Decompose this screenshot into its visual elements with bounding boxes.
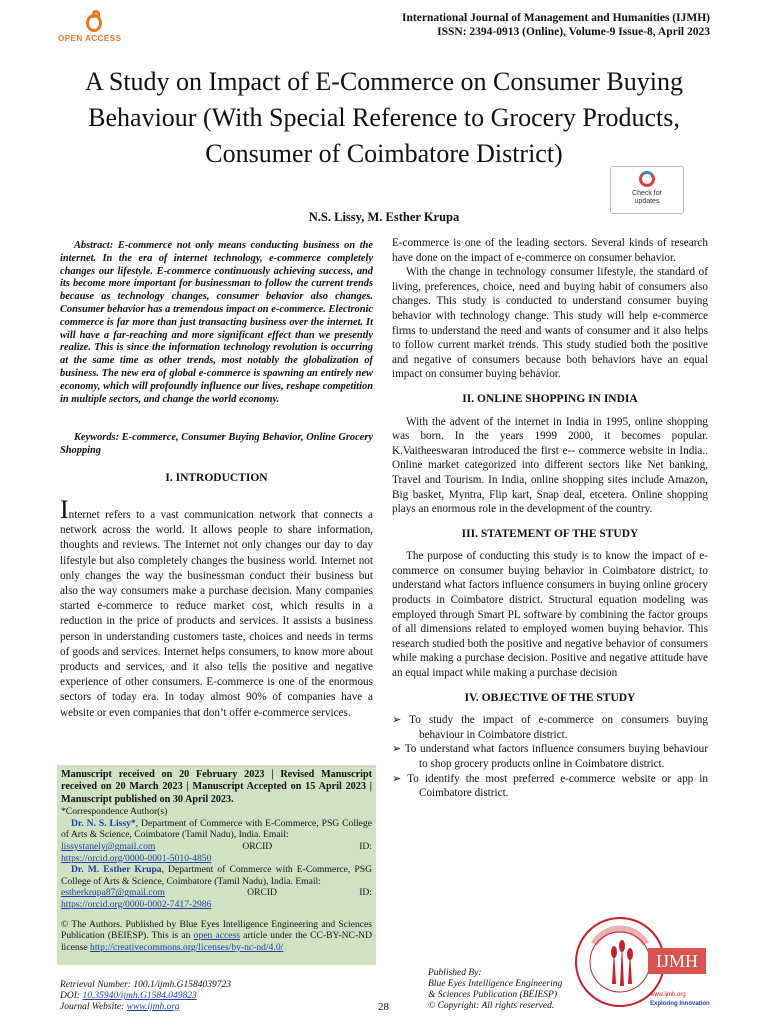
author2-orcid-label: ORCID: [247, 887, 277, 899]
paper-title: A Study on Impact of E-Commerce on Consumer Buying Behaviour (With Special Reference to Grocery Products, Consumer of Coimbatore District): [85, 67, 683, 168]
author1-id-label: ID:: [359, 841, 372, 852]
license-text: [61, 919, 372, 954]
section-heading-introduction: I. INTRODUCTION: [165, 472, 268, 484]
drop-cap: I: [60, 495, 69, 524]
website-label: Journal Website:: [60, 1002, 127, 1012]
journal-name: International Journal of Management and Humanities (IJMH): [402, 12, 710, 24]
author2-id-label: ID:: [359, 887, 372, 899]
doi-link[interactable]: 10.35940/ijmh.G1584.049823: [82, 991, 197, 1001]
seal-tagline: Exploring Innovation: [650, 1001, 710, 1007]
introduction-text: [60, 495, 373, 721]
author1-orcid-link[interactable]: https://orcid.org/0000-0001-5010-4850: [61, 852, 212, 864]
ijmh-seal-logo: [572, 914, 710, 1010]
check-for-updates-badge[interactable]: [610, 166, 684, 214]
keywords-label: Keywords: [74, 432, 116, 443]
check-updates-label: Check for updates: [632, 190, 662, 205]
journal-issn: ISSN: 2394-0913 (Online), Volume-9 Issue-8, April 2023: [437, 26, 710, 38]
open-access-link[interactable]: open access: [193, 930, 240, 942]
objectives-list: [392, 713, 708, 801]
list-item: ➢ To study the impact of e-commerce on consumers buying behaviour in Coimbatore district.: [392, 714, 708, 741]
footer-info: [60, 980, 231, 1013]
correspondence-label: *Correspondence Author(s): [61, 806, 168, 818]
right-column: [392, 236, 708, 801]
list-item: ➢ To understand what factors influence consumers buying behaviour to shop grocery products online in Coimbatore district.: [392, 743, 708, 770]
publisher-name-2: & Sciences Publication (BEIESP): [428, 990, 557, 1000]
manuscript-info-box: [57, 765, 376, 965]
retrieval-number: Retrieval Number: 100.1/ijmh.G1584039723: [60, 980, 231, 990]
section-heading-statement: III. STATEMENT OF THE STUDY: [461, 527, 639, 540]
published-by: Published By:: [428, 968, 482, 978]
page-number: 28: [378, 1001, 389, 1013]
seal-site: www.ijmh.org: [650, 992, 686, 998]
author1-name: Dr. N. S. Lissy*: [71, 817, 136, 829]
abstract-text: E-commerce not only means conducting business on the internet. In the era of internet technology, e-commerce completely changes our lifestyle. E-commerce continuously achieving success, and its become more important for businessman to follow the current trends because as technology changes, consumer behavior also changes. Consumer behavior has a tremendous impact on e-commerce. Electronic commerce is far more than just transacting business over the internet. It will have a far-reaching and more significant effect than we presently realize. This is since the information technology revolution is occurring at the same time as other trends, most notably the globalization of business. The new era of global e-commerce is spawning an entirely new economy, which will profoundly influence our lives, reshape competition in multiple sectors, and change the world economy.: [60, 240, 373, 405]
list-item: ➢ To identify the most preferred e-commerce website or app in Coimbatore district.: [392, 772, 708, 800]
author2-orcid-link[interactable]: https://orcid.org/0000-0002-7417-2986: [61, 898, 212, 910]
author2-email-link[interactable]: estherkrupa87@gmail.com: [61, 887, 165, 899]
online-shopping-paragraph: With the advent of the internet in India in 1995, online shopping was born. In the years 1999 2000, it becomes popular. K.Vaitheeswaran introduced the first e-- commerce website in India.. Online market categorized into different sectors like Net banking, Travel and Tourism. In India, online shopping sites include Amazon, Big basket, Myntra, Flip kart, Snap deal, etcetera. Online shopping plays an enormous role in the development of the country.: [392, 415, 708, 516]
license-middle: article under the CC-BY-NC-ND license: [61, 930, 372, 953]
crossmark-icon: [639, 171, 655, 187]
open-access-label: OPEN ACCESS: [58, 34, 122, 43]
author1-info: [61, 818, 372, 864]
authors: N.S. Lissy, M. Esther Krupa: [308, 210, 460, 224]
keywords-text: E-commerce, Consumer Buying Behavior, Online Grocery Shopping: [60, 432, 373, 456]
intro-paragraph-2: With the change in technology consumer lifestyle, the standard of living, preferences, choice, need and buying habit of consumers also changes. This study is conducted to understand consumer buying behavior with technology change. This study will help e-commerce firms to understand the need and wants of consumer and it also helps to follow current market trends. This study studied both the positive and negative of consumers because both behaviors have an equal impact on consumer buying behavior.: [392, 266, 708, 381]
seal-acronym: IJMH: [655, 951, 699, 971]
introduction-paragraph: nternet refers to a vast communication network that connects a network across the world. It allows people to share information, thoughts and reviews. The Internet not only changes our day to day lifestyle but also completely changes the business world. Internet not only changes the way the businessman conduct their business but also the way consumers make a purchase decision. Many companies started e-commerce to reduce market cost, which results in a reduction in the price of products and services. It assists a business person in understanding customers taste, choices and needs in terms of goods and services. Internet helps consumers, to know more about products and services, and it also tells the positive and negative experience of other consumers. E-commerce is one of the enormous sectors of today era. In today almost 90% of companies have a website or even companies that don’t offer e-commerce services.: [60, 509, 373, 719]
copyright: © Copyright: All rights reserved.: [428, 1001, 555, 1011]
open-lock-icon: [86, 14, 102, 32]
manuscript-dates: Manuscript received on 20 February 2023 | Revised Manuscript received on 20 March 2023 | Manuscript Accepted on 15 April 2023 | Manuscript published on 30 April 2023.: [61, 769, 372, 805]
publisher-info: [428, 968, 562, 1012]
author2-info: [61, 864, 372, 910]
section-heading-objective: IV. OBJECTIVE OF THE STUDY: [464, 691, 636, 704]
statement-paragraph: The purpose of conducting this study is to know the impact of e-commerce on consumer buying behavior in Coimbatore district, to understand what factors influence consumers in buying online grocery products in Coimbatore district. Structural equation modeling was employed through Smart PL software by combining the factor groups of all dimensions related to employed women buying behavior. This research studied both the positive and negative behavior of consumers while making a purchase decision. Positive and negative attitude have an equal impact while making a purchase decision: [392, 550, 708, 680]
section-heading-online-shopping: II. ONLINE SHOPPING IN INDIA: [462, 392, 638, 405]
author1-orcid-label: ORCID: [242, 841, 273, 852]
author2-name: Dr. M. Esther Krupa: [71, 864, 162, 876]
abstract: Abstract: E-commerce not only means conducting business on the internet. In the era of internet technology, e-commerce completely changes our lifestyle. E-commerce continuously achieving success, and its become more important for businessman to follow the current trends because as technology changes, consumer behavior also changes. Consumer behavior has a tremendous impact on e-commerce. Electronic commerce is far more than just transacting business over the internet. It will have a far-reaching and more significant effect than we presently realize. This is since the information technology revolution is occurring at the same time as other trends, most notably the globalization of business. The new era of global e-commerce is spawning an entirely new economy, which will profoundly influence our lives, reshape competition in multiple sectors, and change the world economy.: [60, 240, 373, 405]
keywords: Keywords: E-commerce, Consumer Buying Behavior, Online Grocery Shopping: [60, 432, 373, 456]
abstract-label: Abstract: [74, 240, 110, 251]
intro-continuation: E-commerce is one of the leading sectors. Several kinds of research have done on the impact of e-commerce on consumer behavior.: [392, 237, 708, 264]
doi-label: DOI:: [60, 991, 83, 1001]
website-link[interactable]: www.ijmh.org: [126, 1002, 180, 1012]
open-access-logo: [58, 14, 178, 48]
journal-header: [402, 11, 710, 39]
author1-email-link[interactable]: lissystanely@gmail.com: [61, 841, 156, 852]
license-link[interactable]: http://creativecommons.org/licenses/by-nc-nd/4.0/: [90, 941, 284, 953]
author1-affiliation: , Department of Commerce with E-Commerce, PSG College of Arts & Science, Coimbatore (Tamil Nadu), India. Email:: [61, 817, 372, 841]
author2-affiliation: , Department of Commerce with E-Commerce, PSG College of Arts & Science, Coimbatore (Tamil Nadu), India. Email:: [61, 864, 372, 887]
publisher-name-1: Blue Eyes Intelligence Engineering: [428, 979, 563, 989]
license-prefix: © The Authors. Published by Blue Eyes Intelligence Engineering and Sciences Publication (BEIESP). This is an: [61, 918, 372, 942]
